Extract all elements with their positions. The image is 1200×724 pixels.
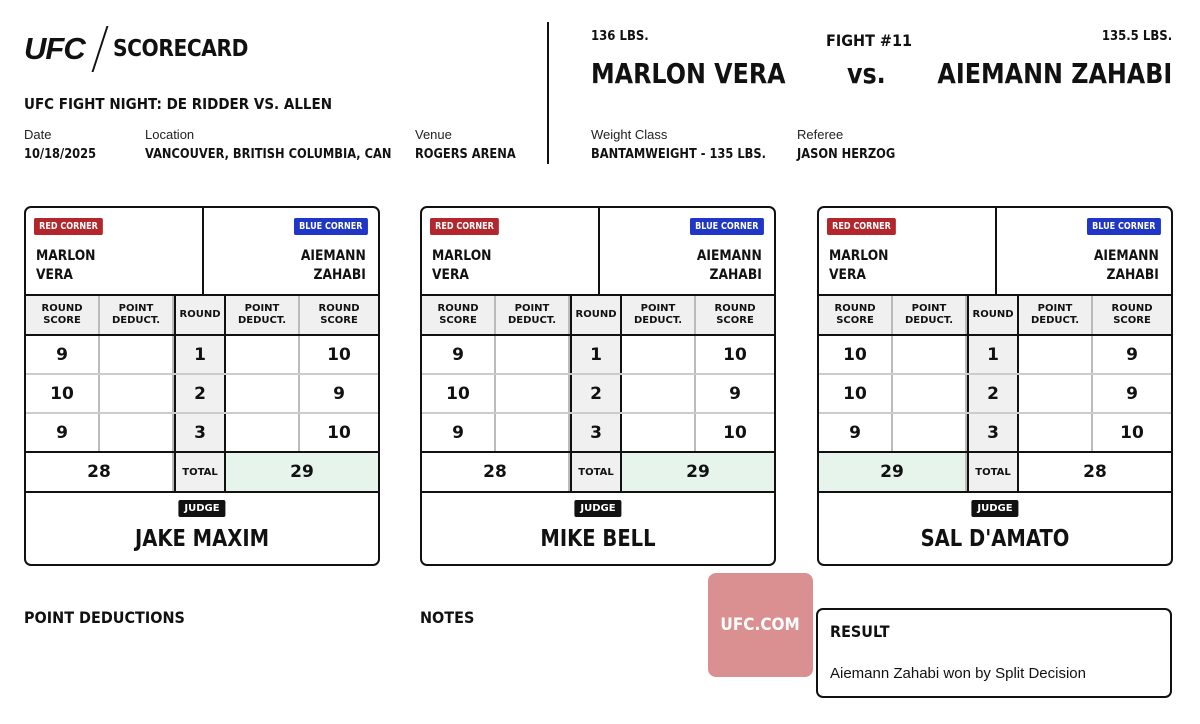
point-deductions-title: POINT DEDUCTIONS [24,608,185,627]
card-header-divider [598,208,600,294]
result-text: Aiemann Zahabi won by Split Decision [830,665,1086,682]
blue-round-score: 10 [327,422,351,443]
vs-label: vs. [847,57,886,90]
blue-total: 29 [226,453,378,491]
red-point-deduction [893,414,967,451]
red-fighter [829,247,888,285]
blue-point-deduction [622,336,696,373]
red-point-deduction [496,336,570,373]
round-row [819,336,1171,375]
card-header [422,208,774,296]
red-round-score: 9 [422,336,496,373]
round-number: 3 [967,414,1019,451]
result-box [816,608,1172,698]
red-total: 28 [26,453,174,491]
judge-scorecard [420,206,776,566]
total-label: TOTAL [570,453,622,491]
round-number: 2 [967,375,1019,412]
logo-divider [91,26,108,72]
total-row [422,453,774,493]
blue-point-deduction [1019,414,1093,451]
round-number: 2 [174,375,226,412]
ufc-logo [24,26,266,72]
score-grid [26,296,378,493]
round-number: 2 [570,375,622,412]
round-row [26,336,378,375]
blue-point-deduction [622,414,696,451]
red-round-score: 9 [422,414,496,451]
blue-point-deduct-header: POINT DEDUCT. [1019,296,1093,334]
judge-badge: JUDGE [971,500,1018,517]
blue-point-deduction [1019,336,1093,373]
total-label: TOTAL [967,453,1019,491]
red-corner-badge: RED CORNER [34,218,103,235]
judge-name: SAL D'AMATO [920,526,1070,552]
red-point-deduction [893,375,967,412]
red-total: 29 [819,453,967,491]
round-row [422,375,774,414]
red-first-name: MARLON [829,248,889,264]
score-header-row [422,296,774,336]
blue-weight: 135.5 LBS. [1101,29,1172,44]
blue-total: 29 [622,453,774,491]
blue-round-score: 9 [1126,383,1138,404]
weight-class-value: BANTAMWEIGHT - 135 LBS. [591,147,766,162]
judge-scorecard [24,206,380,566]
red-first-name: MARLON [432,248,492,264]
red-fighter [432,247,491,285]
red-round-score: 10 [819,375,893,412]
doc-title: SCORECARD [112,36,248,62]
round-number: 3 [570,414,622,451]
blue-first-name: AIEMANN [697,248,762,264]
round-row [422,414,774,453]
location-label: Location [145,127,195,142]
weight-class-label: Weight Class [591,127,668,142]
red-round-score: 10 [422,375,496,412]
blue-fighter [1094,247,1159,285]
result-title: RESULT [830,622,890,641]
red-first-name: MARLON [36,248,96,264]
blue-point-deduction [622,375,696,412]
red-point-deduction [496,375,570,412]
judge-scorecard [817,206,1173,566]
round-number: 1 [967,336,1019,373]
red-round-score: 9 [26,414,100,451]
blue-point-deduction [226,414,300,451]
blue-fighter-name: AIEMANN ZAHABI [937,57,1172,90]
red-fighter [36,247,95,285]
red-round-score-header: ROUND SCORE [819,296,893,334]
date-value: 10/18/2025 [24,147,97,162]
blue-round-score-header: ROUND SCORE [696,296,774,334]
blue-round-score: 9 [333,383,345,404]
red-point-deduct-header: POINT DEDUCT. [893,296,967,334]
total-row [26,453,378,493]
referee-label: Referee [797,127,844,142]
blue-last-name: ZAHABI [1106,267,1159,283]
notes-title: NOTES [420,608,475,627]
red-weight: 136 LBS. [591,29,649,44]
blue-total: 28 [1083,462,1107,482]
red-point-deduct-header: POINT DEDUCT. [496,296,570,334]
round-row [26,414,378,453]
blue-fighter [301,247,366,285]
red-fighter-name: MARLON VERA [591,57,786,90]
blue-round-score-header: ROUND SCORE [300,296,378,334]
red-round-score: 10 [819,336,893,373]
red-point-deduction [496,414,570,451]
red-round-score: 9 [819,414,893,451]
score-grid [819,296,1171,493]
red-corner-badge: RED CORNER [430,218,499,235]
blue-round-score: 9 [729,383,741,404]
blue-round-score: 10 [1120,422,1144,443]
round-header: ROUND [967,296,1019,334]
red-last-name: VERA [432,267,469,283]
blue-point-deduct-header: POINT DEDUCT. [622,296,696,334]
red-point-deduction [100,336,174,373]
ufc-com-watermark [708,573,813,677]
blue-point-deduction [226,336,300,373]
red-last-name: VERA [829,267,866,283]
blue-fighter [697,247,762,285]
round-row [819,375,1171,414]
blue-round-score: 9 [1126,344,1138,365]
judge-name: MIKE BELL [540,526,656,552]
red-point-deduction [100,375,174,412]
red-corner-badge: RED CORNER [827,218,896,235]
blue-round-score: 10 [723,344,747,365]
total-row [819,453,1171,493]
blue-round-score-header: ROUND SCORE [1093,296,1171,334]
red-last-name: VERA [36,267,73,283]
blue-corner-badge: BLUE CORNER [690,218,764,235]
red-total: 28 [422,453,570,491]
round-number: 1 [174,336,226,373]
score-grid [422,296,774,493]
judge-name: JAKE MAXIM [134,526,270,552]
event-title: UFC FIGHT NIGHT: DE RIDDER VS. ALLEN [24,95,333,113]
red-round-score-header: ROUND SCORE [26,296,100,334]
round-number: 1 [570,336,622,373]
blue-corner-badge: BLUE CORNER [1087,218,1161,235]
venue-value: ROGERS ARENA [415,147,516,162]
score-header-row [819,296,1171,336]
ufc-brand: UFC [24,31,85,66]
total-label: TOTAL [174,453,226,491]
fight-number: FIGHT #11 [826,31,913,50]
score-header-row [26,296,378,336]
blue-round-score: 10 [327,344,351,365]
card-header-divider [995,208,997,294]
round-header: ROUND [174,296,226,334]
judge-badge: JUDGE [178,500,225,517]
red-point-deduct-header: POINT DEDUCT. [100,296,174,334]
blue-last-name: ZAHABI [709,267,762,283]
watermark-text: UFC.COM [720,615,801,635]
round-row [819,414,1171,453]
blue-point-deduction [226,375,300,412]
blue-round-score: 10 [723,422,747,443]
location-value: VANCOUVER, BRITISH COLUMBIA, CAN [145,147,392,162]
card-header [26,208,378,296]
red-round-score: 9 [26,336,100,373]
round-header: ROUND [570,296,622,334]
card-header-divider [202,208,204,294]
venue-label: Venue [415,127,452,142]
blue-first-name: AIEMANN [1094,248,1159,264]
blue-first-name: AIEMANN [301,248,366,264]
red-point-deduction [100,414,174,451]
red-round-score: 10 [26,375,100,412]
blue-point-deduct-header: POINT DEDUCT. [226,296,300,334]
referee-value: JASON HERZOG [797,147,896,162]
card-header [819,208,1171,296]
red-round-score-header: ROUND SCORE [422,296,496,334]
blue-point-deduction [1019,375,1093,412]
blue-corner-badge: BLUE CORNER [294,218,368,235]
red-point-deduction [893,336,967,373]
blue-last-name: ZAHABI [313,267,366,283]
header-divider [547,22,549,164]
judge-badge: JUDGE [574,500,621,517]
round-number: 3 [174,414,226,451]
round-row [26,375,378,414]
date-label: Date [24,127,52,142]
round-row [422,336,774,375]
